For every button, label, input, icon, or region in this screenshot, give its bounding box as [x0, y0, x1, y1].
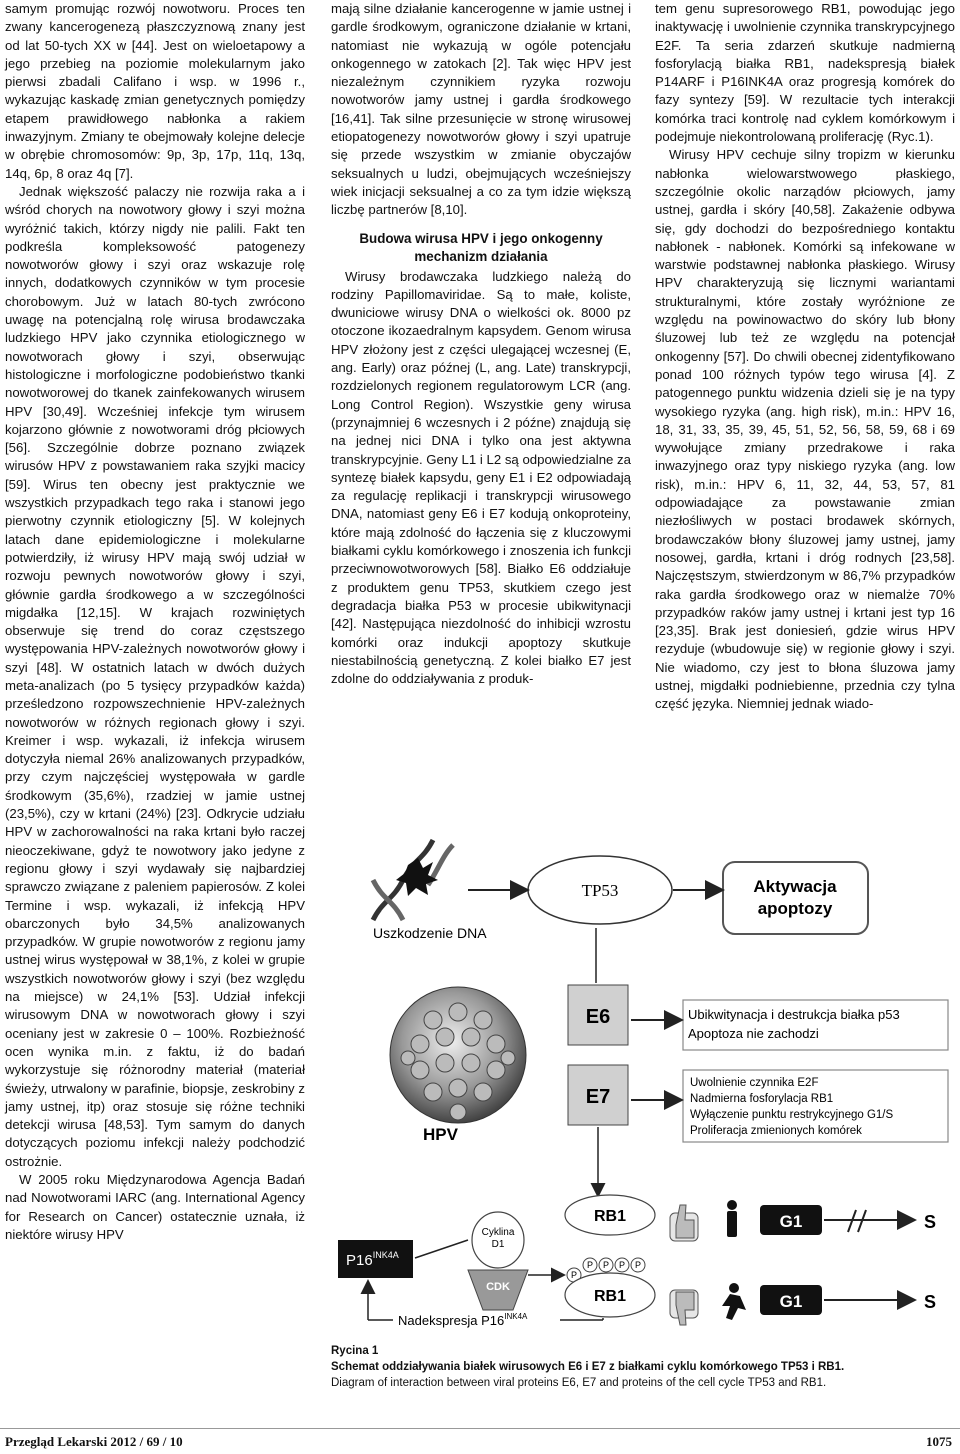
paragraph: mają silne działanie kancerogenne w jamie ustnej i gardle środkowym, ograniczone działanie w krtani, natomiast nie wykazują w ogóle potencjału onkogennego w zatokach [2]. Tak więc HPV jest niezależnym czynnikiem ryzyka rozwoju nowotworów jamy ustnej i gardła środkowego [16,41]. Tak silne przesunięcie w stronę wirusowej etiopatogenezy nowotworów głowy i szyi upatruje się przede wszystkim w zmianie obyczajów seksualnych u ludzi, obejmujących wcześniejszy wiek inicjacji seksualnej a co za tym idzie większą liczbę partnerów [8,10].	[331, 1, 631, 218]
e7-effect-line: Nadmierna fosforylacja RB1	[690, 1093, 834, 1105]
apoptosis-label: Aktywacja apoptozy	[753, 877, 837, 918]
section-heading: Budowa wirusa HPV i jego onkogenny mechanizm działania	[359, 230, 603, 264]
svg-text:P: P	[570, 1270, 578, 1280]
inhibition-line	[415, 1240, 468, 1258]
person-standing-icon	[727, 1200, 737, 1237]
svg-text:P: P	[586, 1260, 594, 1270]
hpv-label: HPV	[423, 1125, 458, 1144]
p16-label: $P16^{INK4A}$	[346, 1250, 399, 1269]
figure-caption	[331, 1343, 956, 1391]
thumbs-up-icon	[670, 1205, 698, 1241]
paragraph: Wirusy brodawczaka ludzkiego należą do rodziny Papillomaviridae. Są to małe, koliste, dwuniciowe wirusy DNA o wielkości ok. 8000 pz otoczone ikozaedralnym kapsydem. Genom wirusa HPV złożony jest z części ulegającej wczesnej (E, ang. Early) oraz późnej (L, ang. Late) transkrypcji, rozdzielonych regionem regulatorowym LCR (ang. Long Control Region). Wszystkie geny wirusa (przynajmniej 6 wczesnych i 2 późne) znajdują się na jednej nici DNA i tylko ona jest aktywna transkrypcyjnie. Geny L1 i L2 są odpowiedzialne za syntezę białek kapsydu, geny E1 i E2 odpowiadają za regulację replikacji i transkrypcji wirusowego DNA, natomiast geny E6 i E7 kodują onkoproteiny, które mają zdolność do łączenia się z kluczowymi białkami cyklu komórkowego i znoszenia ich funkcji przeciwnowotworowych [58]. Białko E6 oddziałuje z produktem genu TP53, skutkiem czego jest degradacja białka P53 w procesie ubikwitynacji [42]. Następująca niezdolność do inhibicji wzrostu komórki oraz indukcji apoptozy skutkuje niestabilnością genetyczną. Z kolei białko E7 jest zdolne do oddziaływania z produk-	[331, 268, 631, 687]
page-number: 1075	[926, 1434, 952, 1449]
cdk-label: CDK	[486, 1281, 510, 1293]
svg-text:P: P	[618, 1260, 626, 1270]
caption-english: Diagram of interaction between viral proteins E6, E7 and proteins of the cell cycle TP53 and RB1.	[331, 1377, 827, 1389]
tp53-label: TP53	[581, 881, 619, 900]
figure-diagram	[328, 820, 955, 1340]
s-label: S	[924, 1212, 937, 1232]
svg-text:P: P	[634, 1260, 642, 1270]
paragraph: tem genu supresorowego RB1, powodując jego inaktywację i uwolnienie czynnika transkrypcyjnego E2F. Ta seria zdarzeń skutkuje nadmierną fosforylacją białka RB1, nadekspresją białek P14ARF i P16INK4A oraz progresją komórek do fazy syntezy [59]. W rezultacie tych interakcji komórka traci kontrolę nad cyklem komórkowym i podejmuje niekontrolowaną proliferację (Ryc.1).	[655, 1, 955, 145]
hpv-virus-icon	[390, 987, 526, 1123]
text-column-1	[5, 0, 305, 1244]
g1-label: G1	[779, 1292, 803, 1311]
paragraph: samym promując rozwój nowotworu. Proces ten zwany kancerogenezą płaszczyznową znany jest od lat 50-tych XX w [44]. Jest on wieloetapowy a jego przebieg na poziomie molekularnym jako pierwsi zbadali Califano i wsp. w 1996 r., wykazując kaskadę zmian genetycznych pomiędzy etapem prawidłowego nabłonka a rakiem inwazyjnym. Zmiany te obejmowały kolejne delecje w obrębie chromosomów: 9p, 3p, 17p, 11q, 13q, 14q, 6p, 8 oraz 4q [7].	[5, 1, 305, 181]
e7-label: E7	[585, 1086, 611, 1108]
svg-text:P: P	[602, 1260, 610, 1270]
g1-label: G1	[779, 1212, 803, 1231]
rb1-label: RB1	[593, 1208, 627, 1225]
e7-effect-line: Wyłączenie punktu restrykcyjnego G1/S	[690, 1109, 894, 1121]
e6-effect-line: Ubikwitynacja i destrukcja białka p53	[688, 1007, 900, 1022]
e6-effect-line: Apoptoza nie zachodzi	[688, 1026, 819, 1041]
text-column-2	[331, 0, 631, 688]
dna-damage-label: Uszkodzenie DNA	[373, 925, 487, 941]
e7-effect-line: Uwolnienie czynnika E2F	[690, 1077, 819, 1089]
overexpression-label: Nadekspresja $P16^{INK4A}$	[398, 1312, 528, 1328]
caption-label: Rycina 1	[331, 1345, 379, 1357]
thumbs-down-icon	[670, 1290, 698, 1325]
cyclin-label: Cyklina D1	[481, 1227, 515, 1250]
text-column-3	[655, 0, 955, 714]
dna-helix-icon	[373, 840, 453, 920]
paragraph: Jednak większość palaczy nie rozwija raka a i wśród chorych na nowotwory głowy i szyi można wyróżnić takich, którzy nigdy nie palili. Fakt ten podkreśla kompleksowość patogenezy nowotworów głowy i szyi oraz wskazuje rolę innych, dodatkowych czynników w tym procesie chorobowym. Już w latach 80-tych zwrócono uwagę na potencjalną rolę wirusa brodawczaka ludzkiego HPV jako czynnika etiologicznego w nowotworach głowy i szyi, obserwując histologiczne i morfologiczne podobieństwo tkanki nowotworowej do tkanek zainfekowanych wirusem HPV [30,49]. Wcześniej infekcje tym wirusem kojarzono głównie z nowotworami dróg płciowych [56]. Szczególnie dobrze poznano związek wirusów HPV z powstawaniem raka szyjki macicy [59]. Wirus ten obecny jest praktycznie we wszystkich przypadkach tego raka i stanowi jego pierwotny czynnik etiologiczny [5]. W kolejnych latach dane epidemiologiczne i molekularne potwierdziły, iż wirusy HPV mają swój udział w rozwoju pewnych nowotworów głowy i szyi, głównie gardła środkowego a w szczególności migdałka [12,15]. W krajach rozwiniętych obserwuje się trend do coraz częstszego występowania HPV-zależnych nowotworów głowy i szyi [48]. W ostatnich latach w dwóch dużych meta-analizach (po 5 tysięcy przypadków każda) prześledzono rozpowszechnienie HPV-zależnych nowotworów w różnych regionach głowy i szyi. Kreimer i wsp. wykazali, iż infekcja wirusem dotyczyła niemal 26% analizowanych przypadków, przy czym najczęściej występowała w gardle środkowym (35,6%), rzadziej w jamie ustnej (23,5%), czy w krtani (24%) [23]. Odkrycie udziału HPV w zachorowalności na raka krtani było raczej nieoczekiwane, gdyż te nowotwory jako jedyne z regionu głowy i szyi wydawały się najbardziej sprawczo związane z paleniem papierosów. Z kolei Termine i wsp. wykazali, iż infekcją HPV obarczonych było 34,5% analizowanych przypadków. W grupie nowotworów z regionu jamy ustnej wirus występował w 38,1%, z kolei w grupie wszystkich nowotworów głowy i szyi (bez względu na miejsce) w 24,1% [53]. Udział infekcji wirusowym DNA w nowotworach głowy i szyi oceniany jest w zakresie 0 – 100%. Rozbieżność ocen wynika m.in. z faktu, iż do badań wykorzystuje się różnorodny materiał (materiał świeży, utrwalony w parafinie, biopsje, zeskrobiny z jamy ustnej, itp) oraz stosuje się różne techniki detekcji wirusa [48,53]. Tym samym do danych dotyczących poziomu infekcji należy podchodzić ostrożnie.	[5, 183, 305, 1169]
e6-label: E6	[585, 1006, 611, 1028]
paragraph: Wirusy HPV cechuje silny tropizm w kierunku nabłonka wielowarstwowego płaskiego, szczególnie okolic narządów płciowych, jamy ustnej, gardła i skóry [40,58]. Zakażenie odbywa się, gdy dochodzi do bezpośredniego kontaktu nabłonek - nabłonek. Komórki są infekowane w warstwie podstawnej nabłonka płaskiego. Wirusy HPV charakteryzują się licznymi wariantami strukturalnymi, które zostały wyróżnione ze względu na powinowactwo do skóry lub błony śluzowej lub też ze względu na potencjał onkogenny [57]. Do chwili obecnej zidentyfikowano ponad 100 różnych typów tego wirusa [4]. Z patogennego punktu widzenia dzieli się je na typy wysokiego ryzyka (ang. high risk), m.in.: HPV 16, 18, 31, 33, 35, 39, 45, 51, 52, 56, 58, 59, 68 i 69 wywołujące zmiany przedrakowe i raka inwazyjnego oraz typy niskiego ryzyka (ang. low risk), m.in.: HPV 6, 11, 32, 44, 53, 57, 81 odpowiadające za powstawanie zmian niezłośliwych w postaci brodawek skórnych, brodawczaków błony śluzowej jamy ustnej, jamy nosowej, gardła, krtani i dróg rodnych [23,58]. Najczęstszym, stwierdzonym w 86,7% przypadków raka gardła środkowego oraz w niemalże 70% przypadków raków jamy ustnej i krtani jest typ 16 [23,35]. Brak jest doniesień, gdzie wirus HPV rezyduje (wbudowuje się) w regionie głowy i szyi. Nie wiadomo, czy jest to błona śluzowa jamy ustnej, migdałki podniebienne, przednia czy tylna część języka. Niemniej jednak wiado-	[655, 147, 955, 712]
rb1-label: RB1	[593, 1288, 627, 1305]
apoptosis-box	[723, 862, 868, 934]
caption-polish: Schemat oddziaływania białek wirusowych E6 i E7 z białkami cyklu komórkowego TP53 i RB1.	[331, 1361, 845, 1373]
e7-effect-line: Proliferacja zmienionych komórek	[690, 1125, 862, 1137]
journal-footer: Przegląd Lekarski 2012 / 69 / 10	[5, 1434, 183, 1449]
s-label: S	[924, 1292, 937, 1312]
paragraph: W 2005 roku Międzynarodowa Agencja Badań nad Nowotworami IARC (ang. International Agency for Research on Cancer) ostatecznie uznała, iż niektóre wirusy HPV	[5, 1172, 305, 1242]
person-running-icon	[722, 1283, 746, 1320]
footer-divider	[0, 1428, 960, 1429]
